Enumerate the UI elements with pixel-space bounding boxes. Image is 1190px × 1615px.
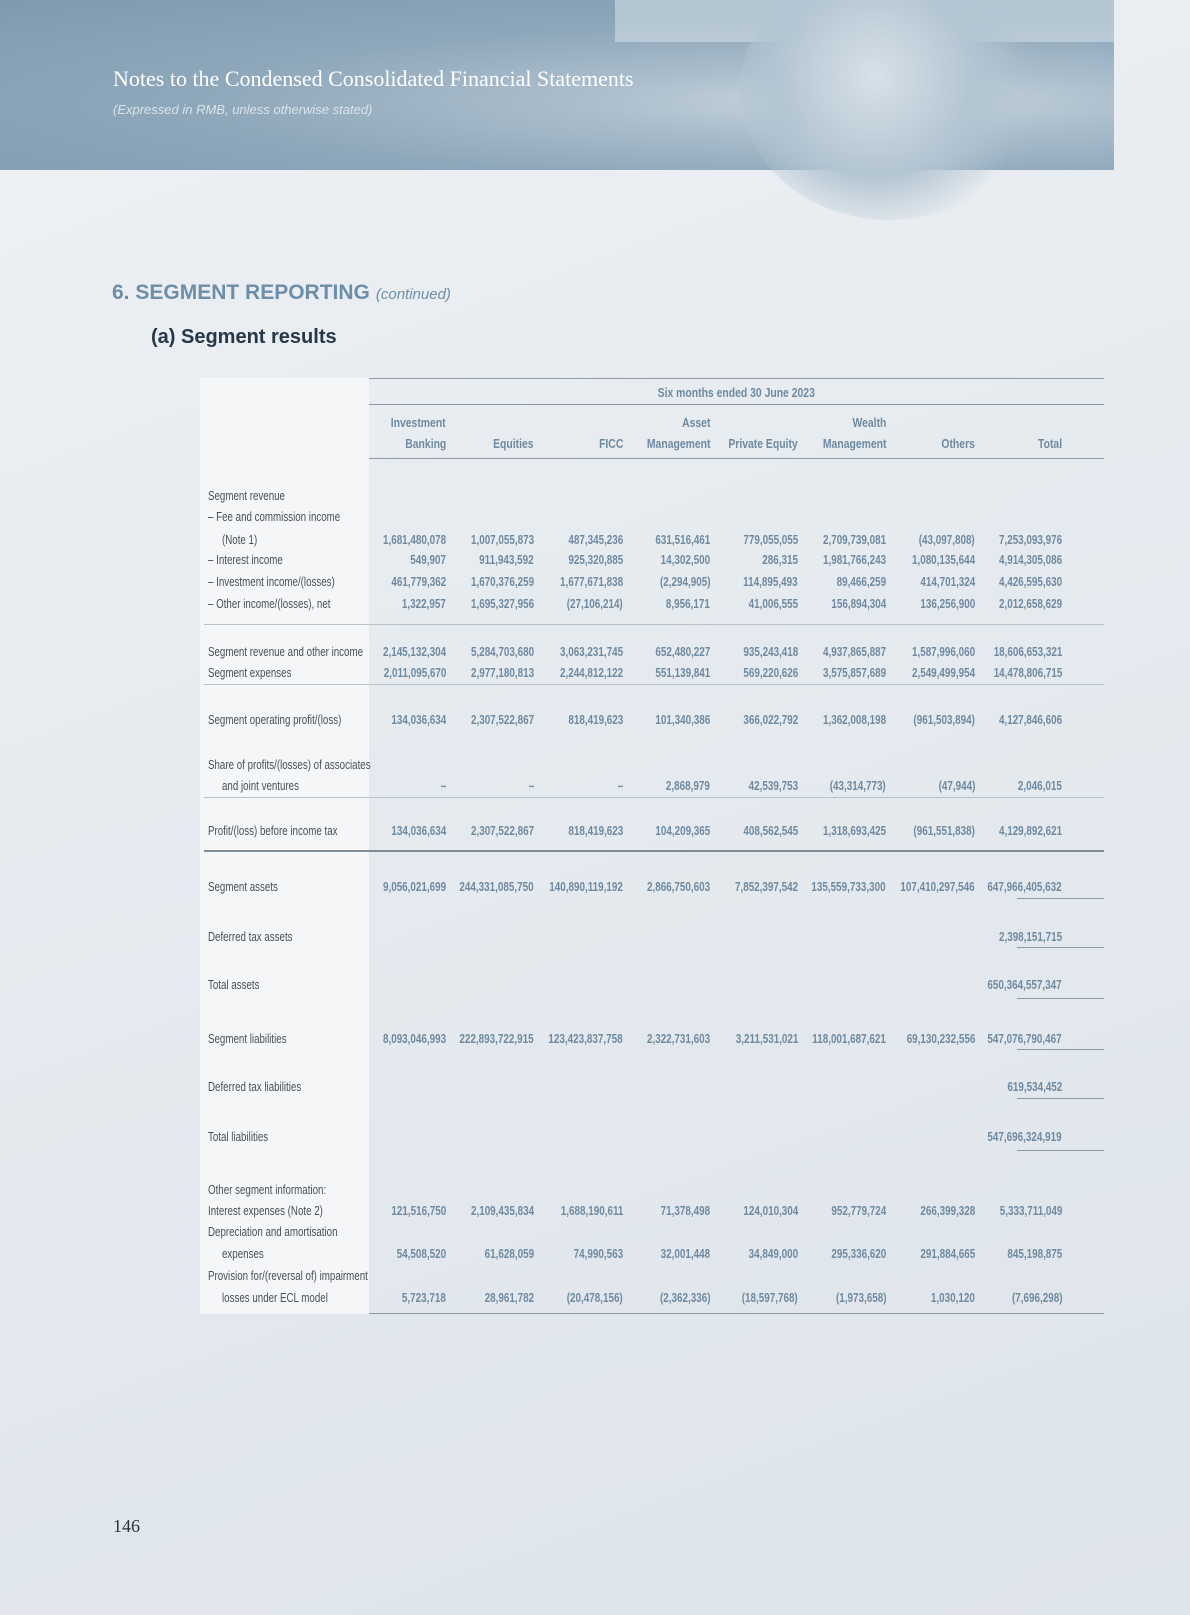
period-text: Six months ended 30 June 2023 — [657, 385, 816, 400]
value-cell-text: (18,597,768) — [741, 1290, 798, 1305]
value-cell-text: 286,315 — [762, 552, 798, 567]
value-cell — [942, 928, 1062, 946]
value-cell-text: 408,562,545 — [743, 823, 798, 838]
divider — [204, 850, 1104, 852]
value-cell-text: 140,890,119,192 — [549, 879, 623, 894]
value-cell-text: 69,130,232,556 — [906, 1031, 975, 1046]
value-cell-text: 2,109,435,834 — [470, 1203, 534, 1218]
column-header-line1 — [326, 414, 446, 432]
period-header — [369, 385, 1104, 400]
value-cell-text: (47,944) — [938, 778, 975, 793]
value-cell-text: 134,036,634 — [391, 712, 446, 727]
value-cell-text: 124,010,304 — [743, 1203, 798, 1218]
value-cell — [942, 643, 1062, 661]
divider — [204, 624, 1104, 625]
value-cell-text: 2,868,979 — [666, 778, 710, 793]
value-cell-text: 818,419,623 — [568, 823, 623, 838]
value-cell-text: 652,480,227 — [655, 644, 710, 659]
value-cell — [942, 551, 1062, 569]
row-label-text: Total assets — [208, 978, 260, 992]
value-cell-text: (20,478,156) — [566, 1290, 623, 1305]
value-cell-text: 291,884,665 — [920, 1246, 975, 1261]
row-label-text: and joint ventures — [222, 779, 299, 793]
globe-image — [740, 0, 1040, 220]
value-cell-text: 549,907 — [410, 552, 446, 567]
value-cell-text: 2,866,750,603 — [646, 879, 710, 894]
value-cell-text: 114,895,493 — [743, 574, 798, 589]
value-cell-text: 1,688,190,611 — [560, 1203, 623, 1218]
value-cell-text: 2,322,731,603 — [646, 1031, 710, 1046]
value-cell-text: 34,849,000 — [748, 1246, 798, 1261]
value-cell-text: 42,539,753 — [748, 778, 798, 793]
value-cell-text: (2,294,905) — [659, 574, 710, 589]
value-cell-text: 569,220,626 — [743, 665, 798, 680]
value-cell-text: – — [617, 778, 623, 793]
row-label — [208, 1078, 328, 1096]
row-label-text: Share of profits/(losses) of associates — [208, 758, 371, 772]
value-cell-text: (43,314,773) — [829, 778, 886, 793]
total-underline — [1017, 998, 1104, 999]
row-label — [208, 1267, 413, 1285]
value-cell — [942, 711, 1062, 729]
row-label-text: Segment expenses — [208, 666, 292, 680]
value-cell-text: 266,399,328 — [920, 1203, 975, 1218]
value-cell-text: 551,139,841 — [655, 665, 710, 680]
value-cell-text: 121,516,750 — [391, 1203, 446, 1218]
row-label — [222, 1245, 276, 1263]
value-cell-text: 2,244,812,122 — [559, 665, 623, 680]
value-cell-text: 28,961,782 — [484, 1290, 534, 1305]
row-label-text: Segment operating profit/(loss) — [208, 713, 342, 727]
row-label-text: Segment liabilities — [208, 1032, 287, 1046]
row-label-text: expenses — [222, 1247, 264, 1261]
value-cell — [942, 1078, 1062, 1096]
value-cell-text: 5,284,703,680 — [470, 644, 534, 659]
value-cell-text: 71,378,498 — [660, 1203, 710, 1218]
value-cell-text: 107,410,297,546 — [900, 879, 975, 894]
value-cell-text: (7,696,298) — [1011, 1290, 1062, 1305]
value-cell-text: 244,331,085,750 — [459, 879, 534, 894]
value-cell-text: 2,307,522,867 — [470, 712, 534, 727]
column-header-line1 — [590, 414, 710, 432]
row-label — [208, 551, 304, 569]
value-cell-text: 366,022,792 — [743, 712, 798, 727]
value-cell-text: 925,320,885 — [568, 552, 623, 567]
value-cell-text: 911,943,592 — [479, 552, 534, 567]
value-cell — [942, 1128, 1062, 1146]
row-label — [208, 1128, 285, 1146]
column-header-line1 — [766, 414, 886, 432]
column-header-text: Total — [1037, 436, 1062, 451]
value-cell-text: 1,695,327,956 — [470, 596, 534, 611]
value-cell-text: 2,145,132,304 — [382, 644, 446, 659]
row-label — [208, 976, 274, 994]
row-label-text: Provision for/(reversal of) impairment — [208, 1269, 368, 1283]
value-cell-text: 487,345,236 — [568, 532, 623, 547]
value-cell-text: 7,852,397,542 — [734, 879, 798, 894]
value-cell-text: 2,012,658,629 — [998, 596, 1062, 611]
total-underline — [1017, 1098, 1104, 1099]
table-bottom-rule — [369, 1313, 1104, 1314]
value-cell-text: 41,006,555 — [748, 596, 798, 611]
value-cell-text: 2,046,015 — [1018, 778, 1062, 793]
value-cell-text: 1,318,693,425 — [822, 823, 886, 838]
value-cell-text: 32,001,448 — [660, 1246, 710, 1261]
row-label-text: Segment assets — [208, 880, 278, 894]
row-label-text: (Note 1) — [222, 533, 258, 547]
header-rule — [369, 458, 1104, 459]
value-cell-text: 18,606,653,321 — [993, 644, 1062, 659]
column-header-text: Management — [822, 436, 886, 451]
column-header-line1-text: Asset — [681, 415, 710, 430]
row-label-text: Segment revenue and other income — [208, 645, 364, 659]
value-cell — [942, 1202, 1062, 1220]
period-rule — [369, 404, 1104, 405]
value-cell-text: 2,011,095,670 — [383, 665, 446, 680]
row-label — [208, 487, 307, 505]
value-cell-text: 3,063,231,745 — [559, 644, 623, 659]
value-cell-text: 136,256,900 — [920, 596, 975, 611]
value-cell-text: 1,030,120 — [931, 1290, 975, 1305]
value-cell-text: 4,129,892,621 — [998, 823, 1062, 838]
value-cell-text: 104,209,365 — [655, 823, 710, 838]
value-cell-text: 547,696,324,919 — [987, 1129, 1062, 1144]
total-underline — [1017, 898, 1104, 899]
column-header-text: Equities — [493, 436, 534, 451]
value-cell — [942, 1289, 1062, 1307]
value-cell-text: 547,076,790,467 — [987, 1031, 1062, 1046]
value-cell-text: 74,990,563 — [573, 1246, 623, 1261]
row-label — [208, 508, 378, 526]
value-cell — [942, 573, 1062, 591]
value-cell-text: 5,723,718 — [402, 1290, 446, 1305]
value-cell-text: 779,055,055 — [743, 532, 798, 547]
header-banner — [0, 0, 1114, 170]
page-number: 146 — [113, 1516, 140, 1536]
header-subtitle: (Expressed in RMB, unless otherwise stated) — [113, 102, 373, 117]
value-cell-text: 1,322,957 — [402, 596, 446, 611]
row-label-text: Interest expenses (Note 2) — [208, 1204, 323, 1218]
value-cell-text: 118,001,687,621 — [812, 1031, 886, 1046]
row-label — [208, 756, 416, 774]
row-label-text: Depreciation and amortisation — [208, 1225, 338, 1239]
column-header-line1-text: Wealth — [852, 415, 886, 430]
row-label-text: Total liabilities — [208, 1130, 269, 1144]
value-cell-text: 1,080,135,644 — [911, 552, 975, 567]
value-cell-text: 1,587,996,060 — [911, 644, 975, 659]
row-label — [208, 1223, 374, 1241]
value-cell-text: – — [528, 778, 534, 793]
row-label — [208, 928, 316, 946]
row-label — [222, 531, 267, 549]
column-header-text: Management — [646, 436, 710, 451]
value-cell-text: 295,336,620 — [831, 1246, 886, 1261]
subsection-title: (a) Segment results — [151, 326, 337, 348]
row-label — [208, 878, 298, 896]
value-cell-text: 414,701,324 — [920, 574, 975, 589]
column-header-text: Private Equity — [728, 436, 798, 451]
column-header-line1-text: Investment — [391, 415, 446, 430]
value-cell-text: 135,559,733,300 — [811, 879, 886, 894]
value-cell-text: 1,007,055,873 — [470, 532, 534, 547]
value-cell-text: 7,253,093,976 — [998, 532, 1062, 547]
value-cell-text: (2,362,336) — [659, 1290, 710, 1305]
row-label-text: – Investment income/(losses) — [208, 575, 335, 589]
value-cell-text: 1,681,480,078 — [382, 532, 446, 547]
value-cell-text: (961,551,838) — [913, 823, 975, 838]
value-cell-text: 4,937,865,887 — [822, 644, 886, 659]
row-label-text: Segment revenue — [208, 489, 285, 503]
value-cell — [942, 1245, 1062, 1263]
value-cell-text: 14,478,806,715 — [993, 665, 1062, 680]
value-cell-text: 461,779,362 — [391, 574, 446, 589]
value-cell-text: (43,097,808) — [918, 532, 975, 547]
value-cell-text: 5,333,711,049 — [999, 1203, 1062, 1218]
value-cell-text: 61,628,059 — [484, 1246, 534, 1261]
value-cell-text: 2,709,739,081 — [822, 532, 886, 547]
value-cell-text: 156,894,304 — [831, 596, 886, 611]
total-underline — [1017, 1049, 1104, 1050]
value-cell-text: 650,364,557,347 — [987, 977, 1062, 992]
value-cell-text: 1,677,671,838 — [559, 574, 623, 589]
row-label — [222, 777, 321, 795]
column-header-text: FICC — [598, 436, 623, 451]
header-title: Notes to the Condensed Consolidated Financial Statements — [113, 66, 634, 91]
divider — [204, 684, 1104, 685]
row-label-text: losses under ECL model — [222, 1291, 328, 1305]
row-label — [208, 1030, 309, 1048]
value-cell — [942, 777, 1062, 795]
value-cell-text: 619,534,452 — [1007, 1079, 1062, 1094]
row-label — [208, 1181, 359, 1199]
value-cell-text: (1,973,658) — [835, 1290, 886, 1305]
column-header-text: Banking — [404, 436, 446, 451]
value-cell-text: 2,307,522,867 — [470, 823, 534, 838]
value-cell-text: 4,914,305,086 — [998, 552, 1062, 567]
value-cell-text: 2,549,499,954 — [911, 665, 975, 680]
value-cell-text: 54,508,520 — [396, 1246, 446, 1261]
value-cell — [942, 822, 1062, 840]
value-cell-text: 3,575,857,689 — [822, 665, 886, 680]
total-underline — [1017, 1150, 1104, 1151]
row-label-text: – Other income/(losses), net — [208, 597, 331, 611]
value-cell — [942, 664, 1062, 682]
value-cell-text: 1,670,376,259 — [470, 574, 534, 589]
value-cell — [942, 1030, 1062, 1048]
continued-label: (continued) — [375, 286, 451, 303]
value-cell-text: 9,056,021,699 — [382, 879, 446, 894]
value-cell-text: 8,956,171 — [666, 596, 710, 611]
value-cell-text: 1,362,008,198 — [822, 712, 886, 727]
value-cell-text: (27,106,214) — [566, 596, 623, 611]
column-header-text: Others — [941, 436, 975, 451]
value-cell-text: 631,516,461 — [655, 532, 710, 547]
row-label-text: Deferred tax liabilities — [208, 1080, 302, 1094]
value-cell — [942, 595, 1062, 613]
row-label — [208, 664, 315, 682]
value-cell-text: 8,093,046,993 — [382, 1031, 446, 1046]
value-cell-text: – — [440, 778, 446, 793]
value-cell-text: 4,426,595,630 — [998, 574, 1062, 589]
total-underline — [1017, 947, 1104, 948]
value-cell-text: 14,302,500 — [660, 552, 710, 567]
row-label-text: – Fee and commission income — [208, 510, 341, 524]
value-cell-text: 222,893,722,915 — [459, 1031, 534, 1046]
column-header — [942, 435, 1062, 453]
value-cell-text: 4,127,846,606 — [998, 712, 1062, 727]
value-cell — [942, 976, 1062, 994]
value-cell-text: 101,340,386 — [655, 712, 710, 727]
section-title-text: 6. SEGMENT REPORTING — [112, 281, 370, 304]
row-label-text: Other segment information: — [208, 1183, 327, 1197]
table-top-rule — [369, 378, 1104, 379]
divider — [204, 797, 1104, 798]
row-label-text: Profit/(loss) before income tax — [208, 824, 338, 838]
value-cell-text: 89,466,259 — [836, 574, 886, 589]
value-cell-text: 845,198,875 — [1007, 1246, 1062, 1261]
row-label-text: Deferred tax assets — [208, 930, 293, 944]
value-cell-text: 3,211,531,021 — [735, 1031, 798, 1046]
value-cell — [942, 878, 1062, 896]
value-cell-text: 1,981,766,243 — [822, 552, 886, 567]
value-cell-text: 2,977,180,813 — [470, 665, 534, 680]
value-cell-text: 123,423,837,758 — [548, 1031, 623, 1046]
value-cell-text: 647,966,405,632 — [987, 879, 1062, 894]
value-cell-text: 134,036,634 — [391, 823, 446, 838]
value-cell-text: 2,398,151,715 — [998, 929, 1062, 944]
value-cell — [942, 531, 1062, 549]
row-label-text: – Interest income — [208, 553, 283, 567]
value-cell-text: 935,243,418 — [743, 644, 798, 659]
section-title — [112, 281, 451, 305]
value-cell-text: 818,419,623 — [568, 712, 623, 727]
value-cell-text: 952,779,724 — [831, 1203, 886, 1218]
value-cell-text: (961,503,894) — [913, 712, 975, 727]
